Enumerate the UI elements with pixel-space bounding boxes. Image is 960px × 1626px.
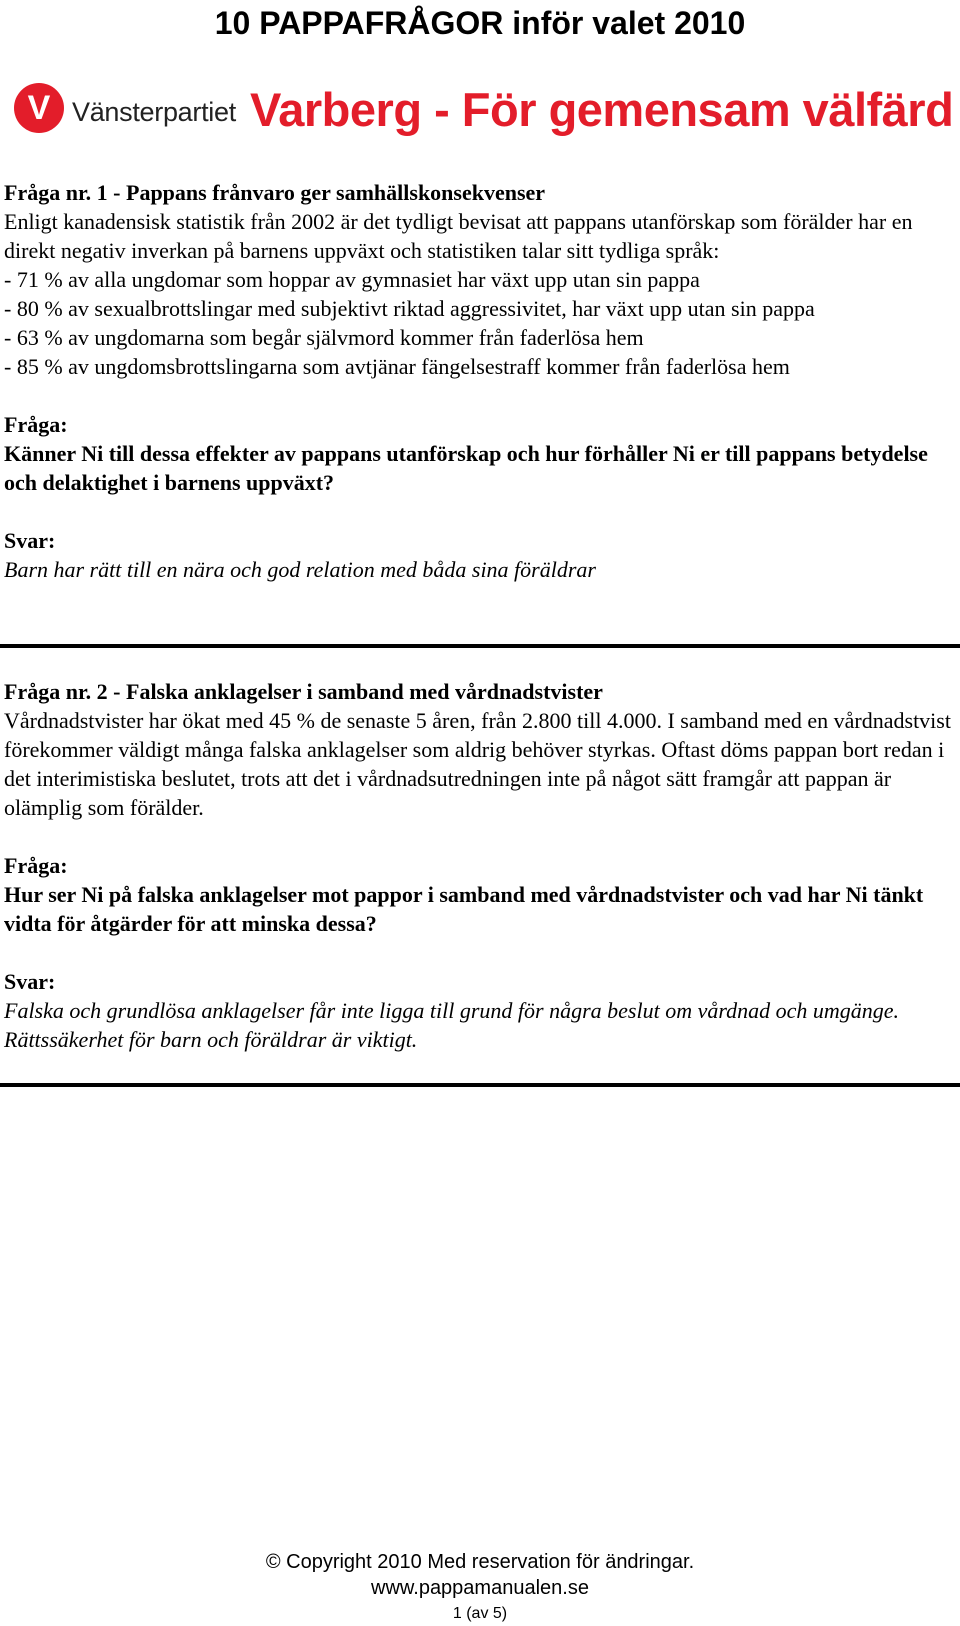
footer-copyright: © Copyright 2010 Med reservation för ändringar. xyxy=(265,1551,695,1573)
stat-line: - 80 % av sexualbrottslingar med subjektivt riktad aggressivitet, har växt upp utan sin pappa xyxy=(4,296,815,321)
question-1-section xyxy=(4,178,960,584)
question-2-answer: Falska och grundlösa anklagelser får inte ligga till grund för några beslut om vårdnad och umgänge. Rättssäkerhet för barn och föräldrar är viktigt. xyxy=(4,998,900,1052)
stat-line: - 85 % av ungdomsbrottslingarna som avtjänar fängelsestraff kommer från faderlösa hem xyxy=(4,354,790,379)
question-1-answer: Barn har rätt till en nära och god relation med båda sina föräldrar xyxy=(4,557,596,582)
question-label: Fråga: xyxy=(4,853,68,878)
stat-line: - 63 % av ungdomarna som begår självmord kommer från faderlösa hem xyxy=(4,325,644,350)
stat-line: - 71 % av alla ungdomar som hoppar av gymnasiet har växt upp utan sin pappa xyxy=(4,267,700,292)
section-divider xyxy=(0,1083,960,1087)
answer-label: Svar: xyxy=(4,969,56,994)
document-title: 10 PAPPAFRÅGOR inför valet 2010 xyxy=(214,5,746,41)
section-divider xyxy=(0,644,960,648)
question-1-intro: Enligt kanadensisk statistik från 2002 är det tydligt bevisat att pappans utanförskap som förälder har en direkt negativ inverkan på barnens uppväxt och statistiken talar sitt tydliga språk: xyxy=(4,209,913,263)
question-2-section xyxy=(4,677,960,1054)
answer-label: Svar: xyxy=(4,528,56,553)
page-number: 1 (av 5) xyxy=(452,1605,508,1622)
party-name: Vänsterpartiet xyxy=(72,97,236,127)
question-2-heading: Fråga nr. 2 - Falska anklagelser i samband med vårdnadstvister xyxy=(4,679,603,704)
question-1-text: Känner Ni till dessa effekter av pappans utanförskap och hur förhåller Ni er till pappans betydelse och delaktighet i barnens uppväxt? xyxy=(4,441,928,495)
question-2-text: Hur ser Ni på falska anklagelser mot pappor i samband med vårdnadstvister och vad har Ni tänkt vidta för åtgärder för att minska dessa? xyxy=(4,882,924,936)
logo-letter: V xyxy=(27,89,51,127)
question-label: Fråga: xyxy=(4,412,68,437)
question-2-intro: Vårdnadstvister har ökat med 45 % de senaste 5 åren, från 2.800 till 4.000. I samband med en vårdnadstvist förekommer väldigt många falska anklagelser som aldrig behöver styrkas. Oftast döms pappan bort redan i det interimistiska beslutet, trots att det i vårdnadsutredningen inte på något sätt framgår att pappan är olämplig som förälder. xyxy=(4,708,951,820)
party-banner xyxy=(14,78,954,138)
question-1-heading: Fråga nr. 1 - Pappans frånvaro ger samhällskonsekvenser xyxy=(4,180,546,205)
banner-slogan: Varberg - För gemensam välfärd xyxy=(250,83,954,136)
footer-url: www.pappamanualen.se xyxy=(371,1577,589,1599)
